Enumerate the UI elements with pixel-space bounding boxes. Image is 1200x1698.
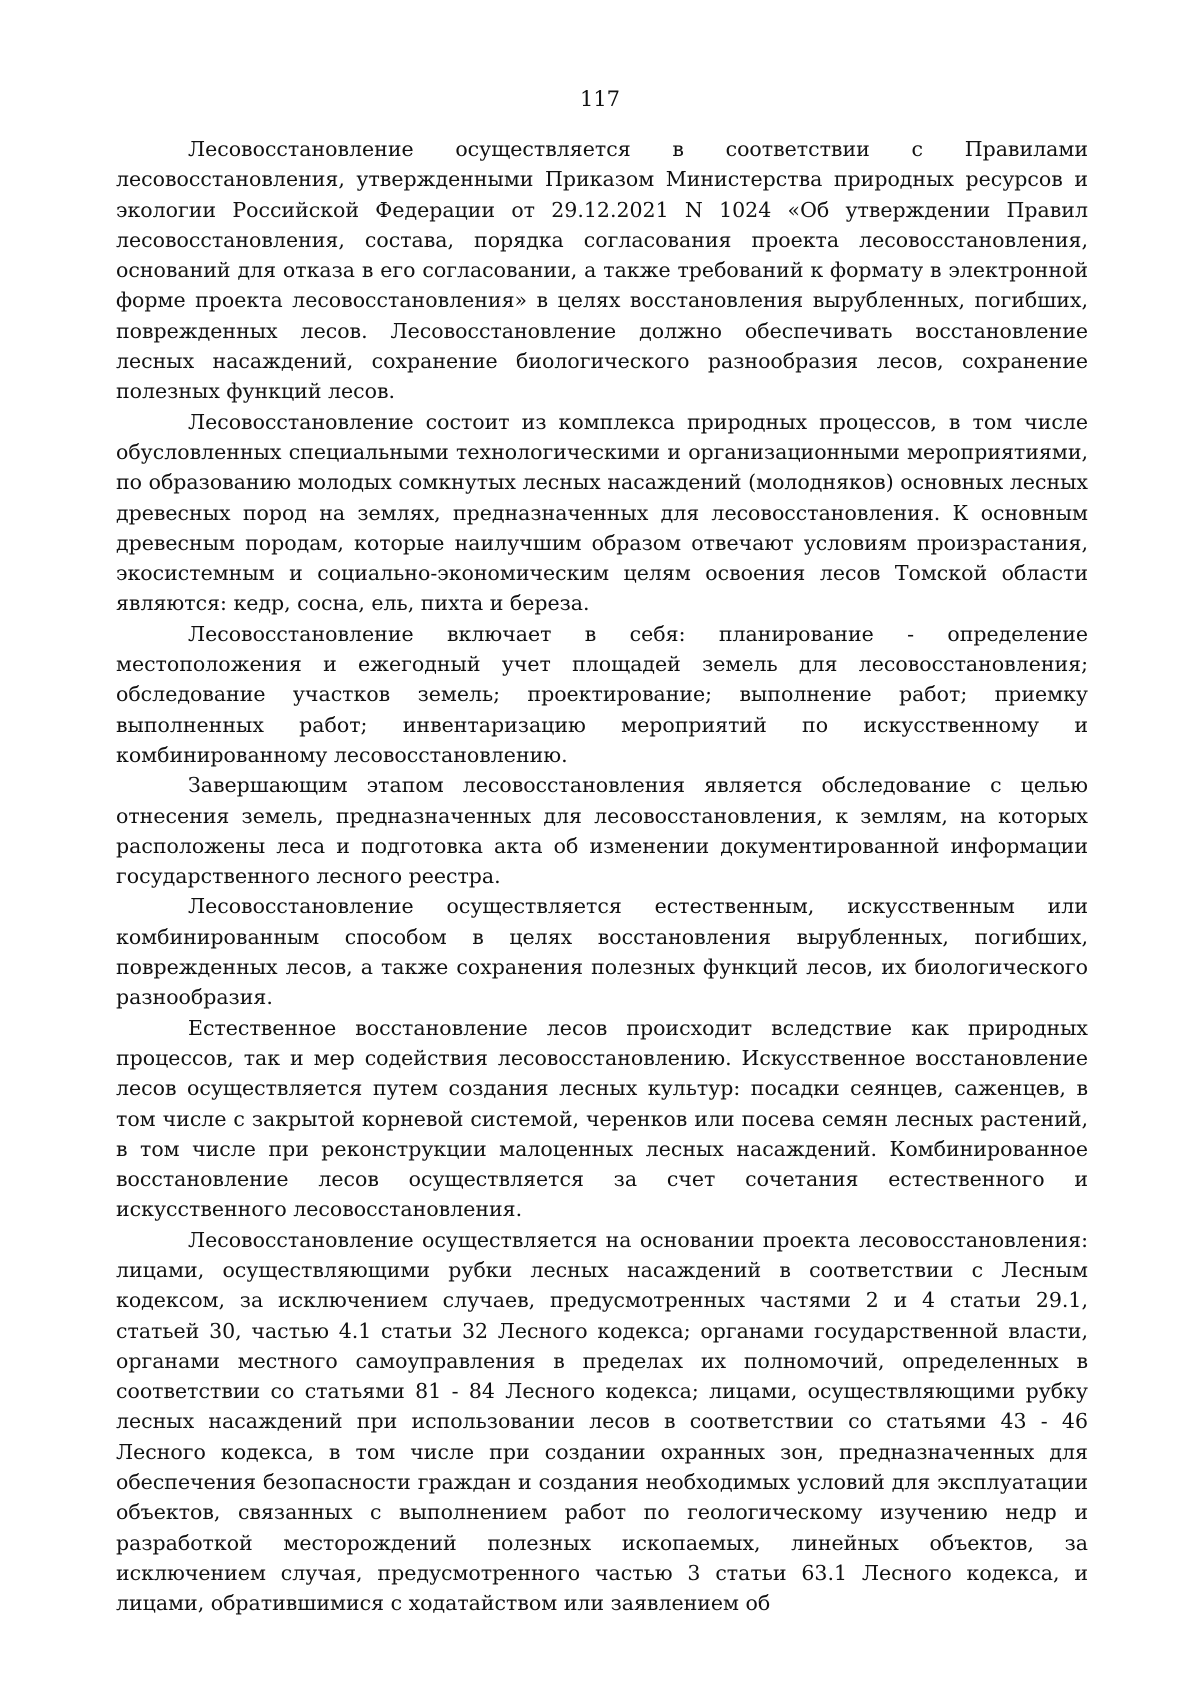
page-number: 117 [579, 87, 621, 111]
paragraph-4: Завершающим этапом лесовосстановления является обследование с целью отнесения земель, предназначенных для лесовосстановления, к землям, на которых расположены леса и подготовка акта об изменении документированной информации государственного лесного реестра. [116, 773, 1088, 889]
paragraph-5: Лесовосстановление осуществляется естественным, искусственным или комбинированным способом в целях восстановления вырубленных, погибших, поврежденных лесов, а также сохранения полезных функций лесов, их биологического разнообразия. [116, 894, 1088, 1010]
paragraph-6: Естественное восстановление лесов происходит вследствие как природных процессов, так и мер содействия лесовосстановлению. Искусственное восстановление лесов осуществляется путем создания лесных культур: посадки сеянцев, саженцев, в том числе с закрытой корневой системой, черенков или посева семян лесных растений, в том числе при реконструкции малоценных лесных насаждений. Комбинированное восстановление лесов осуществляется за счет сочетания естественного и искусственного лесовосстановления. [116, 1015, 1088, 1222]
paragraph-2: Лесовосстановление состоит из комплекса природных процессов, в том числе обусловленных специальными технологическими и организационными мероприятиями, по образованию молодых сомкнутых лесных насаждений (молодняков) основных лесных древесных пород на землях, предназначенных для лесовосстановления. К основным древесным породам, которые наилучшим образом отвечают условиям произрастания, экосистемным и социально-экономическим целям освоения лесов Томской области являются: кедр, сосна, ель, пихта и береза. [116, 409, 1088, 616]
paragraph-3: Лесовосстановление включает в себя: планирование - определение местоположения и ежегодный учет площадей земель для лесовосстановления; обследование участков земель; проектирование; выполнение работ; приемку выполненных работ; инвентаризацию мероприятий по искусственному и комбинированному лесовосстановлению. [116, 621, 1088, 767]
paragraph-7: Лесовосстановление осуществляется на основании проекта лесовосстановления: лицами, осуществляющими рубки лесных насаждений в соответствии с Лесным кодексом, за исключением случаев, предусмотренных частями 2 и 4 статьи 29.1, статьей 30, частью 4.1 статьи 32 Лесного кодекса; органами государственной власти, органами местного самоуправления в пределах их полномочий, определенных в соответствии со статьями 81 - 84 Лесного кодекса; лицами, осуществляющими рубку лесных насаждений при использовании лесов в соответствии со статьями 43 - 46 Лесного кодекса, в том числе при создании охранных зон, предназначенных для обеспечения безопасности граждан и создания необходимых условий для эксплуатации объектов, связанных с выполнением работ по геологическому изучению недр и разработкой месторождений полезных ископаемых, линейных объектов, за исключением случая, предусмотренного частью 3 статьи 63.1 Лесного кодекса, и лицами, обратившимися с ходатайством или заявлением об [116, 1227, 1088, 1616]
body-text [116, 134, 1088, 1619]
paragraph-1: Лесовосстановление осуществляется в соответствии с Правилами лесовосстановления, утвержденными Приказом Министерства природных ресурсов и экологии Российской Федерации от 29.12.2021 N 1024 «Об утверждении Правил лесовосстановления, состава, порядка согласования проекта лесовосстановления, оснований для отказа в его согласовании, а также требований к формату в электронной форме проекта лесовосстановления» в целях восстановления вырубленных, погибших, поврежденных лесов. Лесовосстановление должно обеспечивать восстановление лесных насаждений, сохранение биологического разнообразия лесов, сохранение полезных функций лесов. [116, 137, 1088, 404]
